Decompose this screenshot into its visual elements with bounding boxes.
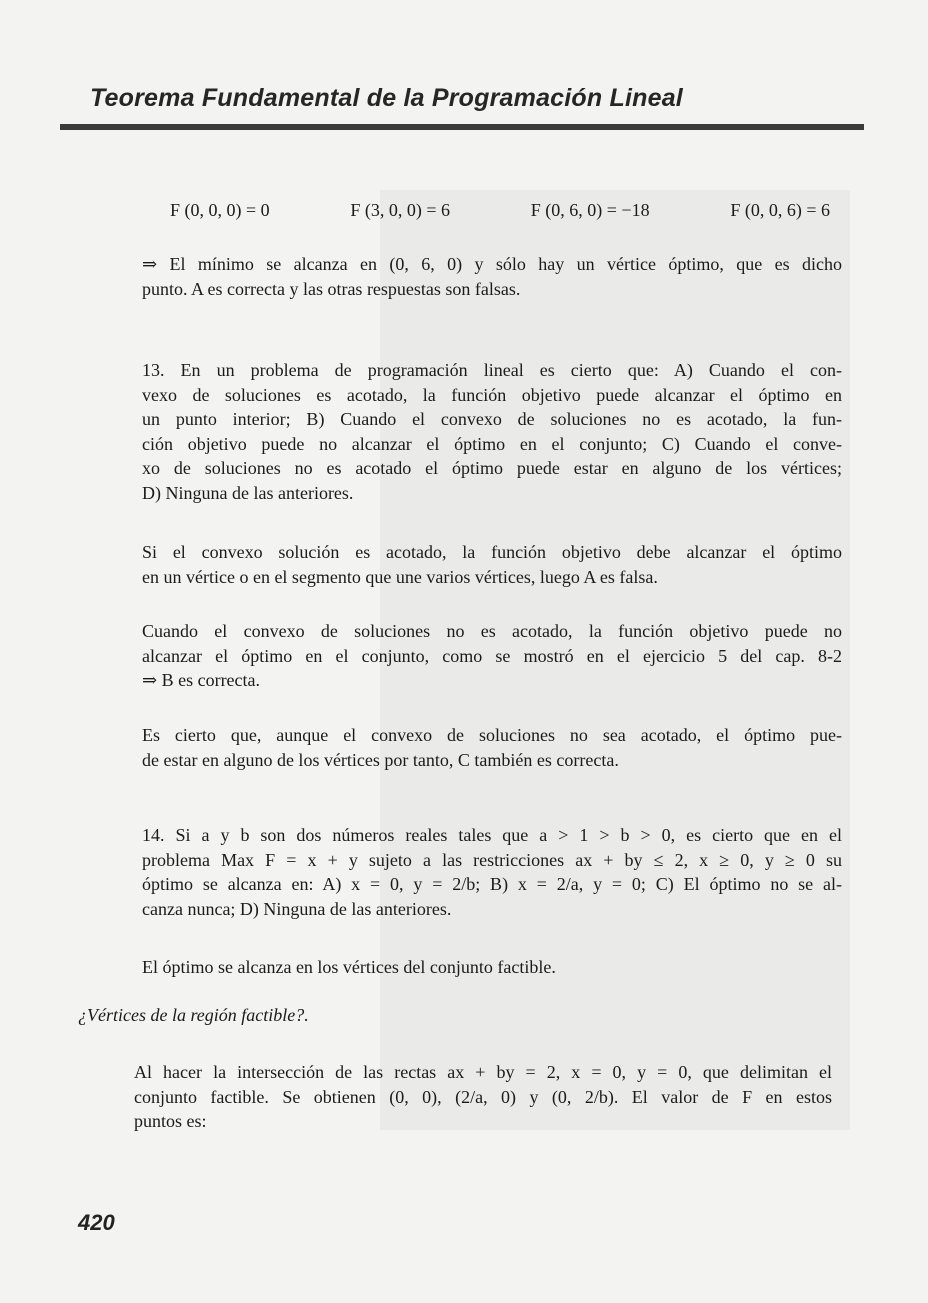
text-line: óptimo se alcanza en: A) x = 0, y = 2/b; B) x = 2/a, y = 0; C) El óptimo no se al- xyxy=(142,874,842,894)
answer-b-paragraph xyxy=(142,619,842,693)
text-line: ⇒ El mínimo se alcanza en (0, 6, 0) y sólo hay un vértice óptimo, que es dicho xyxy=(142,254,842,274)
answer-c-paragraph xyxy=(142,723,842,772)
text-line: alcanzar el óptimo en el conjunto, como se mostró en el ejercicio 5 del cap. 8-2 xyxy=(142,645,842,666)
objective-value: F (0, 0, 6) = 6 xyxy=(730,200,830,220)
objective-values-row xyxy=(170,200,830,221)
objective-value: F (0, 6, 0) = −18 xyxy=(530,200,650,220)
page-number: 420 xyxy=(78,1210,115,1235)
text-line: conjunto factible. Se obtienen (0, 0), (2/a, 0) y (0, 2/b). El valor de F en estos xyxy=(134,1086,832,1107)
text-line: punto. A es correcta y las otras respuestas son falsas. xyxy=(142,278,521,299)
text-line: Es cierto que, aunque el convexo de soluciones no sea acotado, el óptimo pue- xyxy=(142,725,842,745)
objective-value: F (0, 0, 0) = 0 xyxy=(170,200,270,220)
text-line: puntos es: xyxy=(134,1111,207,1131)
text-line: problema Max F = x + y sujeto a las restricciones ax + by ≤ 2, x ≥ 0, y ≥ 0 su xyxy=(142,849,842,870)
header-rule xyxy=(60,124,864,130)
vertices-heading: ¿Vértices de la región factible?. xyxy=(78,1005,309,1025)
text-line: 13. En un problema de programación lineal es cierto que: A) Cuando el con- xyxy=(142,360,842,380)
text-line: en un vértice o en el segmento que une varios vértices, luego A es falsa. xyxy=(142,566,658,587)
minimum-paragraph xyxy=(142,252,842,301)
text-line: 14. Si a y b son dos números reales tales que a > 1 > b > 0, es cierto que en el xyxy=(142,825,842,845)
text-line: de estar en alguno de los vértices por tanto, C también es correcta. xyxy=(142,749,619,770)
objective-value: F (3, 0, 0) = 6 xyxy=(350,200,451,220)
page-title: Teorema Fundamental de la Programación Lineal xyxy=(90,84,683,112)
problem-14 xyxy=(142,823,842,921)
problem-13 xyxy=(142,358,842,505)
text-line: canza nunca; D) Ninguna de las anteriores. xyxy=(142,898,452,919)
intersection-paragraph xyxy=(134,1060,832,1134)
text-line: un punto interior; B) Cuando el convexo de soluciones no es acotado, la fun- xyxy=(142,409,842,429)
text-line: xo de soluciones no es acotado el óptimo puede estar en alguno de los vértices; xyxy=(142,458,842,478)
text-line: vexo de soluciones es acotado, la función objetivo puede alcanzar el óptimo en xyxy=(142,384,842,405)
text-line: Al hacer la intersección de las rectas ax + by = 2, x = 0, y = 0, que delimitan el xyxy=(134,1062,832,1082)
text-line: ción objetivo puede no alcanzar el óptimo en el conjunto; C) Cuando el conve- xyxy=(142,433,842,454)
text-line: Si el convexo solución es acotado, la función objetivo debe alcanzar el óptimo xyxy=(142,542,842,562)
text-line: El óptimo se alcanza en los vértices del conjunto factible. xyxy=(142,957,556,977)
answer-a-paragraph xyxy=(142,540,842,589)
text-line: D) Ninguna de las anteriores. xyxy=(142,482,354,503)
text-line: ⇒ B es correcta. xyxy=(142,670,261,690)
text-line: Cuando el convexo de soluciones no es acotado, la función objetivo puede no xyxy=(142,621,842,641)
optimum-statement xyxy=(142,955,842,980)
